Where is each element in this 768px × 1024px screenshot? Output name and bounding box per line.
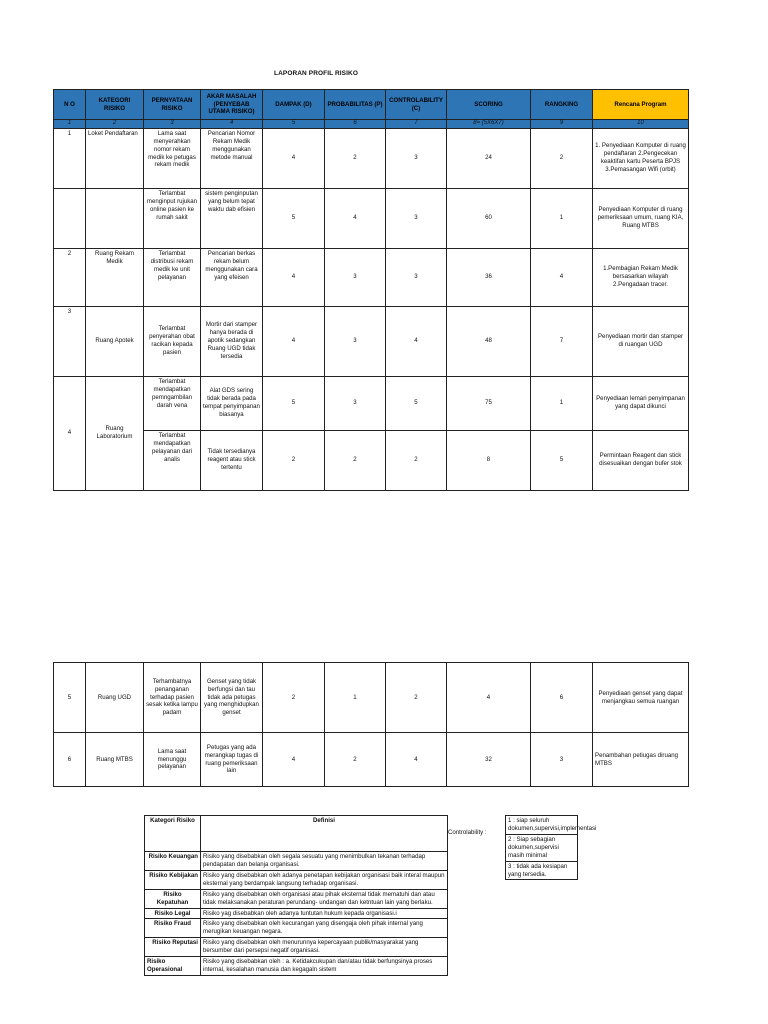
controlability-legend bbox=[505, 815, 597, 880]
controlability-item bbox=[506, 816, 578, 835]
row-akar-masalah: sistem penginputan yang belum tepat waktu dab efisien bbox=[201, 188, 263, 248]
row-scoring: 32 bbox=[447, 733, 531, 787]
row-rangking: 6 bbox=[531, 663, 593, 733]
table-row bbox=[54, 128, 689, 188]
row-kategori bbox=[86, 188, 144, 248]
row-controlability: 4 bbox=[386, 733, 447, 787]
risk-category-definitions bbox=[144, 815, 448, 976]
row-dampak: 4 bbox=[263, 306, 325, 376]
col-header-scoring: SCORING bbox=[447, 90, 531, 120]
row-kategori: Ruang UGD bbox=[86, 663, 144, 733]
row-scoring: 4 bbox=[447, 663, 531, 733]
row-akar-masalah: Pencarian Nomor Rekam Medik menggunakan metode manual bbox=[201, 128, 263, 188]
row-no: 4 bbox=[54, 376, 86, 490]
row-probabilitas: 3 bbox=[325, 376, 386, 430]
row-controlability: 2 bbox=[386, 663, 447, 733]
definition-text: Risiko yang disebabkan oleh kecurangan yang disengaja oleh pihak internal yang merugikan keuangan negara. bbox=[201, 919, 448, 938]
definition-term: Risiko Operasional bbox=[145, 957, 201, 976]
row-rangking: 7 bbox=[531, 306, 593, 376]
controlability-label: Controlability : bbox=[448, 829, 487, 836]
definition-term: Risiko Keuangan bbox=[145, 852, 201, 871]
definition-term: Risiko Fraud bbox=[145, 919, 201, 938]
col-number: 7 bbox=[386, 120, 447, 129]
col-header-controlability: CONTROLABILITY (C) bbox=[386, 90, 447, 120]
definition-text: Risiko yang disebabkan oleh segala sesuatu yang menimbulkan tekanan terhadap pendapatan dan belanja organisasi. bbox=[201, 852, 448, 871]
col-number: 1 bbox=[54, 120, 86, 129]
row-akar-masalah: Tidak tersedianya reagent atau stick tertentu bbox=[201, 430, 263, 490]
definition-row bbox=[145, 957, 448, 976]
row-rangking: 5 bbox=[531, 430, 593, 490]
row-rangking: 1 bbox=[531, 188, 593, 248]
col-header-no: N O bbox=[54, 90, 86, 120]
row-kategori: Loket Pendaftaran bbox=[86, 128, 144, 188]
row-no: 3 bbox=[54, 306, 86, 376]
row-rangking: 4 bbox=[531, 248, 593, 306]
row-rangking: 2 bbox=[531, 128, 593, 188]
row-kategori: Ruang Apotek bbox=[86, 306, 144, 376]
row-rencana-program: Penyediaan mortir dan stamper di ruangan UGD bbox=[593, 306, 689, 376]
row-pernyataan: Lama saat menunggu pelayanan bbox=[144, 733, 201, 787]
row-probabilitas: 2 bbox=[325, 430, 386, 490]
table-row bbox=[54, 376, 689, 430]
row-no: 6 bbox=[54, 733, 86, 787]
row-pernyataan: Terlambat mendapatkan pelayanan dari analis bbox=[144, 430, 201, 490]
row-scoring: 75 bbox=[447, 376, 531, 430]
definition-term: Risiko Kebijakan bbox=[145, 870, 201, 889]
row-kategori: Ruang Rekam Medik bbox=[86, 248, 144, 306]
definition-row bbox=[145, 908, 448, 919]
row-scoring: 36 bbox=[447, 248, 531, 306]
row-controlability: 2 bbox=[386, 430, 447, 490]
row-scoring: 48 bbox=[447, 306, 531, 376]
row-rencana-program: Penyediaan Komputer di ruang pemeriksaan umum, ruang KIA, Ruang MTBS bbox=[593, 188, 689, 248]
row-dampak: 5 bbox=[263, 188, 325, 248]
row-no: 1 bbox=[54, 128, 86, 188]
row-controlability: 3 bbox=[386, 188, 447, 248]
definition-row bbox=[145, 870, 448, 889]
table-row bbox=[54, 733, 689, 787]
col-header-probabilitas: PROBABILITAS (P) bbox=[325, 90, 386, 120]
definition-text: Risiko yang disebabkan oleh adanya penetapan kebijakan organisasi baik interal maupun eksternal yang berdampak langsung terhadap organisasi. bbox=[201, 870, 448, 889]
table-row bbox=[54, 188, 689, 248]
row-probabilitas: 1 bbox=[325, 663, 386, 733]
row-akar-masalah: Pencarian berkas rekam belum menggunakan cara yang efeisen bbox=[201, 248, 263, 306]
row-rencana-program: 1. Penyediaan Komputer di ruang pendaftaran 2.Pengecekan keaktifan kartu Peserta BPJS 3.Pemasangan Wifi (orbit) bbox=[593, 128, 689, 188]
row-dampak: 2 bbox=[263, 663, 325, 733]
row-pernyataan: Terlambat distribusi rekam medik ke unit pelayanan bbox=[144, 248, 201, 306]
definitions-header-kategori: Kategori Risiko bbox=[145, 816, 201, 852]
row-no: 2 bbox=[54, 248, 86, 306]
row-akar-masalah: Alat GDS sering tidak berada pada tempat penyimpanan biasanya bbox=[201, 376, 263, 430]
table-row bbox=[54, 248, 689, 306]
definition-text: Risiko yang disebabkan oleh : a. Ketidakcukupan dan/atau tidak berfungsinya proses internal, kesalahan manusia dan kegagaln sistem bbox=[201, 957, 448, 976]
row-rencana-program: Penambahan petiugas diruang MTBS bbox=[593, 733, 689, 787]
col-number: 2 bbox=[86, 120, 144, 129]
row-kategori: Ruang Laboratorium bbox=[86, 376, 144, 490]
col-header-dampak: DAMPAK (D) bbox=[263, 90, 325, 120]
col-header-pernyataan: PERNYATAAN RISIKO bbox=[144, 90, 201, 120]
row-probabilitas: 2 bbox=[325, 128, 386, 188]
definition-term: Risiko Kepatuhan bbox=[145, 889, 201, 908]
row-rencana-program: Permintaan Reagent dan stick disesuaikan dengan bufer stok bbox=[593, 430, 689, 490]
row-dampak: 2 bbox=[263, 430, 325, 490]
row-pernyataan: Terlambat mendapatkan pemngambilan darah vena bbox=[144, 376, 201, 430]
table-row bbox=[54, 306, 689, 376]
col-number: 3 bbox=[144, 120, 201, 129]
controlability-text: 1 : siap seluruh dokumen,supervisi,implementasi bbox=[506, 816, 578, 835]
col-number: 8= (5X6X7) bbox=[447, 120, 531, 129]
col-header-rencana-program: Rencana Program bbox=[593, 90, 689, 120]
definition-row bbox=[145, 938, 448, 957]
row-controlability: 4 bbox=[386, 306, 447, 376]
definition-row bbox=[145, 852, 448, 871]
row-scoring: 8 bbox=[447, 430, 531, 490]
row-scoring: 60 bbox=[447, 188, 531, 248]
row-rencana-program: Penyediaan genset yang dapat menjangkau semua ruangan bbox=[593, 663, 689, 733]
row-controlability: 5 bbox=[386, 376, 447, 430]
row-dampak: 4 bbox=[263, 248, 325, 306]
row-pernyataan: Terhambatnya penanganan terhadap pasien sesak ketika lampu padam bbox=[144, 663, 201, 733]
definition-row bbox=[145, 919, 448, 938]
definition-text: Risiko yag disebabkan oleh adanya tuntutan hukum kepada organisasi.i bbox=[201, 908, 448, 919]
row-rencana-program: Penyediaan lemari penyimpanan yang dapat dikunci bbox=[593, 376, 689, 430]
definition-term: Risiko Reputasi bbox=[145, 938, 201, 957]
row-probabilitas: 2 bbox=[325, 733, 386, 787]
row-scoring: 24 bbox=[447, 128, 531, 188]
row-dampak: 4 bbox=[263, 128, 325, 188]
definitions-header-definisi: Definisi bbox=[201, 816, 448, 852]
col-header-kategori: KATEGORI RISIKO bbox=[86, 90, 144, 120]
row-pernyataan: Terlambat menginput rujukan online pasien ke rumah sakit bbox=[144, 188, 201, 248]
definition-row bbox=[145, 889, 448, 908]
definition-text: Risiko yang disebabkan oleh menurunnya kepercayaan publik/masyarakat yang bersumber dari persepsi negatif organisasi. bbox=[201, 938, 448, 957]
row-akar-masalah: Genset yang tidak berfungsi dan tau tidak ada petugas yang menghidupkan genset bbox=[201, 663, 263, 733]
row-dampak: 5 bbox=[263, 376, 325, 430]
col-header-rangking: RANGKING bbox=[531, 90, 593, 120]
definition-text: Risiko yang disebabkan oleh organisasi atau pihak eksternal tidak mematuhi dan atau tidak melaksanakan peraturan perundang- undangan dan ketntuan lain yang berlaku. bbox=[201, 889, 448, 908]
row-rencana-program: 1.Pembagian Rekam Medik bersasarkan wilayah 2.Pengadaan tracer. bbox=[593, 248, 689, 306]
controlability-item bbox=[506, 834, 578, 861]
col-number: 6 bbox=[325, 120, 386, 129]
row-controlability: 3 bbox=[386, 128, 447, 188]
col-number: 10 bbox=[593, 120, 689, 129]
row-kategori: Ruang MTBS bbox=[86, 733, 144, 787]
row-probabilitas: 4 bbox=[325, 188, 386, 248]
controlability-item bbox=[506, 861, 578, 880]
definition-term: Risiko Legal bbox=[145, 908, 201, 919]
col-number: 4 bbox=[201, 120, 263, 129]
definitions-header bbox=[145, 816, 448, 852]
column-number-row bbox=[54, 120, 689, 129]
row-akar-masalah: Petugas yang ada merangkap tugas di ruang pemeriksaan lain bbox=[201, 733, 263, 787]
row-pernyataan: Lama saat menyerahkan nomor rekam medik ke petugas rekam medik bbox=[144, 128, 201, 188]
controlability-text: 3 : tidak ada kesiapan yang tersedia. bbox=[506, 861, 578, 880]
report-title: LAPORAN PROFIL RISIKO bbox=[274, 70, 358, 77]
risk-profile-table bbox=[53, 89, 689, 491]
table-row bbox=[54, 430, 689, 490]
col-number: 5 bbox=[263, 120, 325, 129]
col-header-akar: AKAR MASALAH (PENYEBAB UTAMA RISIKO) bbox=[201, 90, 263, 120]
col-number: 9 bbox=[531, 120, 593, 129]
row-probabilitas: 3 bbox=[325, 306, 386, 376]
row-pernyataan: Terlambat penyerahan obat racikan kepada pasien bbox=[144, 306, 201, 376]
row-rangking: 1 bbox=[531, 376, 593, 430]
row-controlability: 3 bbox=[386, 248, 447, 306]
row-dampak: 4 bbox=[263, 733, 325, 787]
risk-profile-table-continued bbox=[53, 662, 689, 787]
row-no bbox=[54, 188, 86, 248]
row-rangking: 3 bbox=[531, 733, 593, 787]
row-akar-masalah: Mortir dari stamper hanya berada di apotik sedangkan Ruang UGD tidak tersedia bbox=[201, 306, 263, 376]
header-row bbox=[54, 90, 689, 120]
controlability-text: 2 : Siap sebagian dokumen,supervisi masih minimal bbox=[506, 834, 578, 861]
row-no: 5 bbox=[54, 663, 86, 733]
table-row bbox=[54, 663, 689, 733]
row-probabilitas: 3 bbox=[325, 248, 386, 306]
